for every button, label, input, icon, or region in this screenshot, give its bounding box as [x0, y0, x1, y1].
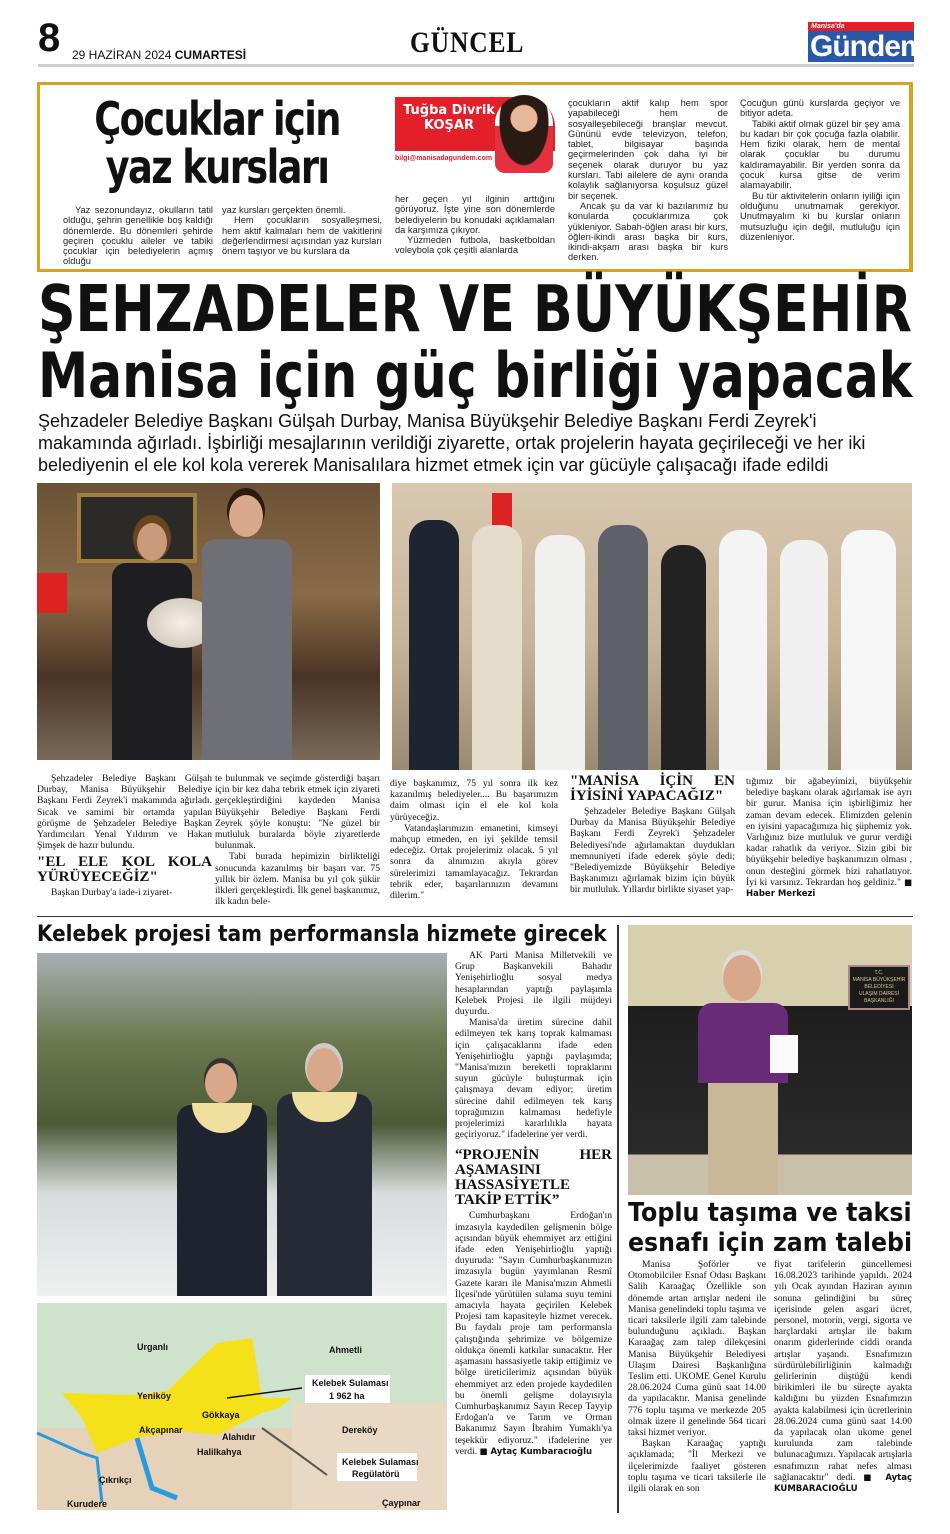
author-name	[399, 103, 499, 133]
photo-handshake	[37, 483, 380, 760]
map-label: Çaypınar	[382, 1498, 421, 1508]
office-sign	[848, 965, 910, 1010]
map-label: Halilkahya	[197, 1447, 242, 1457]
map-label: Ahmetli	[329, 1345, 363, 1355]
issue-date	[72, 48, 246, 62]
sign-text: T.C.	[874, 970, 884, 976]
newspaper-logo	[808, 22, 926, 63]
taxi-text-2	[774, 1259, 912, 1494]
kelebek-headline: Kelebek projesi tam performansla hizmete girecek	[37, 922, 607, 947]
paragraph: Başkan Karaağaç yaptığı açıklamada; "İl Merkezi ve ilçelerimizde faaliyet gösteren toplu taşıma ve ticari taksilerle ile ilgili olarak en son	[628, 1438, 766, 1495]
map-label: Akçapınar	[139, 1425, 183, 1435]
column-text-5	[740, 98, 900, 242]
photo-olive-grove	[37, 953, 447, 1296]
paragraph: tığımız bir ağabeyimizi, büyükşehir belediye başkanı olarak ağırlamak ise ayrı bir gurur. Manisa için işbirliğimiz her zaman devam edecek. Elimizden gelenin en iyisini yapacağımıza hiç şüphemiz yok. Varlığınız bize mutluluk ve gurur verdiği kadar rahatlık da veriyor. Sizin gibi bir büyükşehir belediye başkanımızın olması , onun desteğini görmek bizi rahatlatıyor. İyi ki varsınız. Tekrardan hoş geldiniz."	[746, 776, 912, 888]
main-text-3	[390, 778, 558, 901]
person-man	[197, 495, 297, 760]
page-number: 8	[38, 16, 61, 60]
flag	[37, 573, 67, 613]
header-rule	[38, 64, 914, 67]
paragraph: Çocuğun günü kurslarda geçiyor ve bitiyor adeta.	[740, 98, 900, 119]
petition-paper	[770, 1035, 798, 1073]
subheading: "MANİSA İÇİN EN İYİSİNİ YAPACAĞIZ"	[570, 773, 735, 804]
byline: ■ Aytaç Kumbaracıoğlu	[479, 1446, 593, 1457]
map-callout: 1 962 ha	[329, 1391, 365, 1401]
group-people	[392, 483, 912, 770]
taxi-headline-2: esnafı için zam talebi	[628, 1228, 913, 1258]
photo-chamber-president	[628, 925, 912, 1195]
logo-top: Manisa'da	[808, 22, 914, 31]
date-text: 29 HAZİRAN 2024	[72, 48, 172, 62]
map-label: Alahıdır	[222, 1432, 256, 1442]
main-headline-1: ŞEHZADELER VE BÜYÜKŞEHİR	[38, 273, 912, 347]
column-text-3	[395, 194, 555, 256]
byline: ■ Haber Merkezi	[746, 877, 912, 900]
paragraph: Manisa Şoförler ve Otomobilciler Esnaf Odası Başkanı Salih Karaağaç Özellikle son dönemde artan artışlar nedeni ile Manisa genelindeki toplu taşıma ve ticari taksilerle ilgili zam talebinde bulunduğunu açıkladı. Başkan Karaağaç zam talep dilekçesini Manisa Büyükşehir Belediyesi Ulaşım Dairesi Başkanlığına Teslim etti. UKOME Genel Kurulu 28.06.2024 Cuma günü saat 14.00 da yapılacaktır. Manisa genelinde 776 toplu taşıma ve merkezde 205 olmak üzere il genelinde 564 ticari taksi hizmet veriyor.	[628, 1259, 766, 1439]
paragraph: yaz kursları gerçekten önemli.	[222, 205, 346, 215]
column-text-4	[568, 98, 728, 263]
paragraph: Başkan Durbay'a iade-i ziyaret-	[51, 887, 173, 899]
map-svg	[37, 1303, 447, 1510]
person-woman	[107, 523, 197, 760]
paragraph: Cumhurbaşkanı Erdoğan'ın imzasıyla kaydedilen gelişmenin bölge açısından büyük ehemmiyet arz ettiğini ifade eden Yenişehirlioğlu yaptığı duyuruda: "Sayın Cumhurbaşkanımızın imzasıyla bugün yayımlanan Resmî Gazete kararı ile Manisa'mızın Ahmetli İlçesi'nde yürütülen sulama suyu temini amacıyla hayata geçirilen Kelebek Projesi tam kapasiteyle hizmet verecek. Bu faydalı proje tam performansla çalıştığında şehrimize ve bölgemize oldukça önemli katkılar sunacaktır. Her aşamasını hassasiyetle takip ettiğimiz ve bölge üreticilerimiz açısından büyük ehemmiyet arz eden projede kaydedilen bu önemli gelişme dolayısıyla Cumhurbaşkanımız Sayın Recep Tayyip Erdoğan'a ve Tarım ve Orman Bakanımız Sayın İbrahim Yumaklı'ya teşekkür ediyoruz." ifadelerine yer verdi.	[455, 1210, 612, 1457]
divider	[37, 916, 913, 917]
subheading: “PROJENİN HER AŞAMASINI HASSASİYETLE TAKİP ETTİK”	[455, 1147, 612, 1209]
main-text-2	[215, 773, 380, 907]
author-box	[395, 97, 555, 162]
map-label: Dereköy	[342, 1425, 378, 1435]
paragraph: her geçen yıl ilginin arttığını görüyoruz. İşte yine son dönemlerde belediyelerin bu konudaki açıklamaları da karşımıza çıkıyor.	[395, 194, 555, 235]
taxi-text-1	[628, 1259, 766, 1494]
paragraph: diye başkanımız, 75 yıl sonra ilk kez kazanılmış belediyeler.... Bu başarımızın daim olması için el ele kol kola yürüyeceğiz.	[390, 778, 558, 823]
main-text-5	[746, 776, 912, 899]
subheading: "EL ELE KOL KOLA YÜRÜYECEĞİZ"	[37, 854, 212, 886]
section-title: GÜNCEL	[410, 26, 525, 59]
author-email[interactable]: bilgi@manisadagundem.com	[395, 155, 493, 162]
paragraph: AK Parti Manisa Milletvekili ve Grup Başkanvekili Bahadır Yenişehirlioğlu sosyal medya hesaplarından yaptığı paylaşımla Kelebek Projesi ile ilgili müjdeyi duyurdu.	[455, 950, 612, 1018]
paragraph: Şehzadeler Belediye Başkanı Gülşah Durbay, Manisa Büyükşehir Belediye Başkanı Ferdi Zeyrek'i makamında ağırladı. Sıcak ve samimi bir ortamda yapılan görüşme de Şehzadeler Belediye Başkan Yardımcıları Yenal Yıldırım ve Hakan Şimşek de hazır bulundu.	[37, 773, 212, 852]
paragraph: Yaz sezonundayız, okulların tatil olduğu, şehrin genellikle boş kaldığı dönemlerde. Bu dönemleri şehirde geçiren çocuklu aileler ve tabiki çocuklar için belediyelerin açmış olduğu	[63, 205, 213, 267]
day-text: CUMARTESİ	[174, 48, 247, 62]
sign-text: MANİSA BÜYÜKŞEHİR BELEDİYESİ	[852, 977, 906, 990]
map-label: Yeniköy	[137, 1391, 172, 1401]
map-label: Urganlı	[137, 1342, 169, 1352]
main-headline-2: Manisa için güç birliği yapacak	[38, 339, 913, 412]
paragraph: Tabiki aktif olmak güzel bir şey ama bu kadarı bir çok çocuğa fazla olabilir. Hem fiziki olarak, hem de mental olarak çocuklar bu durumu kaldıramayabilir. Bir yerden sonra da çocuk kursa gitse de verim alamayabilir.	[740, 118, 900, 191]
column-text-1	[63, 205, 213, 267]
paragraph: Hem çocukların sosyalleşmesi, hem aktif kalmaları hem de vakitlerini değerlendirmesi açısından yaz kursları önem taşıyor ve bu kurslara da	[222, 215, 382, 257]
main-text-4	[570, 774, 735, 896]
lead-paragraph: Şehzadeler Belediye Başkanı Gülşah Durbay, Manisa Büyükşehir Belediye Başkanı Ferdi Zeyrek'i makamında ağırladı. İşbirliği mesajlarının verildiği ziyarette, ortak projelerin hayata geçirileceği ve her iki belediyenin el ele kol kola vererek Manisalılara hizmet etmek için var gücüyle çalışacağı ifade edildi	[38, 411, 866, 475]
map-callout: Regülatörü	[352, 1469, 400, 1479]
column-title: Çocuklar için yaz kursları	[94, 92, 340, 194]
author-first: Tuğba Divrik	[403, 103, 495, 118]
map-callout: Kelebek Sulaması	[312, 1378, 389, 1388]
map-label: Gökkaya	[202, 1410, 240, 1420]
map-label: Çıkrıkçı	[99, 1475, 132, 1485]
paragraph: Bu tür aktivitelerin onların iyiliği için olduğunu unutmamak gerekiyor. Unutmayalım ki bu kurslar onların mutsuzluğu için değil, mutluluğu için düzenleniyor.	[740, 190, 900, 242]
person-minister	[177, 1063, 267, 1296]
paragraph: Manisa'da üretim sürecine dahil edilmeyen tek karış toprak kalmaması için çalışacaklarını ifade eden Yenişehirlioğlu yaptığı paylaşımda; "Manisa'mızın bereketli topraklarını suyun gücüyle buluşturmak için çalışmaya devam ediyor; üretim sürecine dahil edilmeyen tek karış toprağımızın kalmaması hedefiyle projelerimizi kararlılıkla hayata geçiriyoruz." ifadelerine yer verdi.	[455, 1017, 612, 1141]
taxi-headline-1: Toplu taşıma ve taksi	[628, 1198, 912, 1228]
photo-group	[392, 483, 912, 770]
author-last: KOŞAR	[424, 118, 474, 133]
map-label: Kurudere	[67, 1499, 108, 1509]
paragraph: te bulunmak ve seçimde gösterdiği başarı için bir kez daha tebrik etmek için ziyareti gerçekleştirdiğini kaydeden Manisa Büyükşehir Belediye Başkanı Ferdi Zeyrek şöyle konuştu: "Ne güzel bir mutluluk buralarda böyle ziyaretlerde bulunmak.	[215, 773, 380, 852]
paragraph: fiyat tarifelerin güncellemesi 16.08.2023 tarihinde yapıldı. 2024 yılı Ocak ayından Haziran ayının sonuna gelindiğini bu süreç içerisinde gelen asgari ücret, personel, motorin, vergi, sigorta ve harçlardaki artışlar ile bakım onarım giderlerinde ciddi oranda artışlar yaşandı. Esnafımızın sürdürülebilirliğinin kalmadığı gelirlerinin düştüğü kendi birikimleri ile bu süreçte ayakta kaldığını bu yüzden Esnafımızın ayakta kalabilmesi için ücretlerinin 28.06.2024 cuma günü saat 14.00 da yapılacak olan ukome genel kurulunda zam talebinde bulunacağımızı. Yapılacak artışlarla esnafımızın rahat nefes alması sağlanacaktır" dedi.	[774, 1259, 912, 1483]
column-divider	[617, 925, 619, 1513]
person-mp	[277, 1048, 372, 1296]
author-photo	[495, 95, 553, 173]
paragraph: çocukların aktif kalıp hem spor yapabileceği hem de sosyalleşebileceği branşlar mevcut. Gününü evde televizyon, telefon, tablet, bilgisayar başında geçirmelerinden çok daha iyi bir seçenek olarak duruyor bu yaz kursları. Tabi ailelere de aynı oranda kolaylık sağlanıyorsa koşulsuz güzel bir seçenek.	[568, 98, 728, 201]
byline: ■ Aytaç KUMBARACIOĞLU	[774, 1472, 912, 1495]
paragraph: Tabi burada hepimizin birlikteliği sonucunda kazanılmış bir başarı var. 75 yıllık bir özlem. Manisa bu yıl çok şükür ilkleri gerçekleştirdi. İlk genel başkanımız, ilk kadın bele-	[215, 851, 380, 908]
paragraph: Yüzmeden futbola, basketboldan voleybola çok çeşitli alanlarda	[395, 235, 555, 256]
irrigation-map	[37, 1303, 447, 1510]
logo-name: Gündem	[810, 30, 926, 63]
main-text-1	[37, 773, 212, 899]
paragraph: Vatandaşlarımızın emanetini, kimseyi mahçup etmeden, en iyi şekilde temsil edeceğiz. Ortak projelerimiz olacak. 5 yıl sonra da alnımızın akıyla görev sürelerimizi tamamlayacağız. Tekrardan tebrik eder, başarılarınızın devamını dilerim."	[390, 822, 558, 902]
map-callout: Kelebek Sulaması	[342, 1457, 419, 1467]
paragraph: Ancak şu da var ki bazılarımız bu konularda çocuklarımıza çok yükleniyor. Sabah-öğlen arası bir kurs, öğlen-ikindi arası başka bir kurs, ikindi-akşam arası başka bir kurs derken.	[568, 200, 728, 263]
kelebek-text	[455, 950, 612, 1457]
person-salih-karaagac	[698, 955, 788, 1195]
column-text-2	[222, 205, 382, 256]
paragraph: Şehzadeler Belediye Başkanı Gülşah Durbay da Manisa Büyükşehir Belediye Başkanı Ferdi Zeyrek'i Şehzadeler Belediyesi'nde ağırlamaktan duydukları memnuniyeti ifade ederek şöyle dedi; "Belediyemizde Büyükşehir Belediye Başkanımızı ağırlamak bizim için büyük bir mutluluk. Yıllardır birlikte siyaset yap-	[570, 806, 735, 896]
sign-text: ULAŞIM DAİRESİ BAŞKANLIĞI	[858, 991, 899, 1004]
